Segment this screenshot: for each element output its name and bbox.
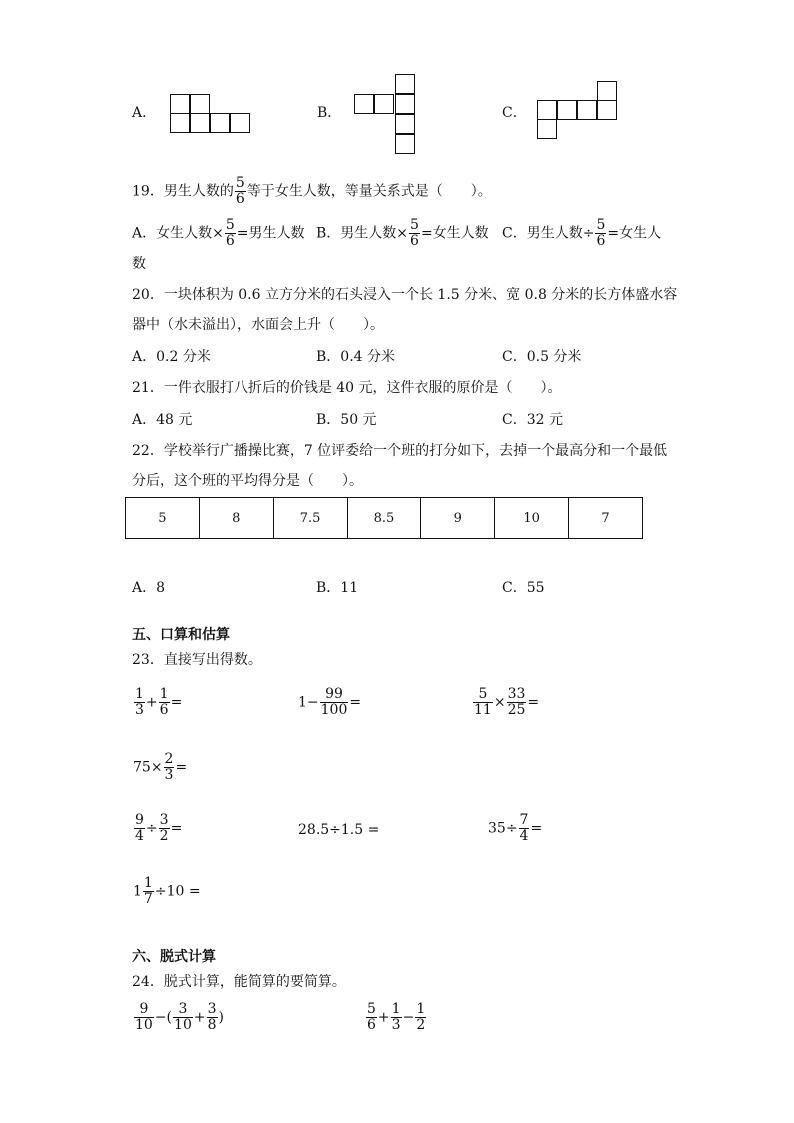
q21-option-c: C．32 元 <box>502 412 563 428</box>
step-calc-2: $\frac{5}{6}$ + $\frac{1}{3}$ − $\frac{1}{2}$ <box>367 1001 426 1033</box>
q22-option-c: C．55 <box>502 580 545 596</box>
mental-calc-7: 35÷ $\frac{7}{4}$ = <box>488 812 543 844</box>
score-cell: 7.5 <box>273 498 347 539</box>
section-5-heading: 五、口算和估算 <box>132 627 230 643</box>
mental-calc-3: $\frac{5}{11}$ × $\frac{33}{25}$ = <box>474 686 540 718</box>
q20-option-c: C．0.5 分米 <box>502 349 582 365</box>
table-row <box>126 498 643 539</box>
question-21: 21．一件衣服打八折后的价钱是 40 元，这件衣服的原价是（ ）。 <box>132 380 562 396</box>
question-20-line-1: 20．一块体积为 0.6 立方分米的石头浸入一个长 1.5 分米、宽 0.8 分米的长方体盛水容 <box>132 287 678 303</box>
q19-option-c-wrap: 数 <box>132 256 146 272</box>
q21-option-a: A．48 元 <box>132 412 193 428</box>
step-calc-1: $\frac{9}{10}$ −( $\frac{3}{10}$ + $\frac{3}{8}$ ) <box>135 1001 224 1033</box>
score-cell: 8.5 <box>347 498 421 539</box>
mental-calc-2: 1− $\frac{99}{100}$ = <box>298 686 362 718</box>
q20-option-a: A．0.2 分米 <box>132 349 211 365</box>
mental-calc-4: 75× $\frac{2}{3}$ = <box>133 751 188 783</box>
q19-option-c: C．男生人数÷ $\frac{5}{6}$ =女生人 <box>502 217 662 249</box>
question-22-line-1: 22．学校举行广播操比赛，7 位评委给一个班的打分如下，去掉一个最高分和一个最低 <box>132 443 668 459</box>
score-cell: 5 <box>126 498 200 539</box>
score-cell: 10 <box>495 498 569 539</box>
score-cell: 9 <box>421 498 495 539</box>
option-b-label: B． <box>317 105 342 121</box>
q19-option-a: A．女生人数× $\frac{5}{6}$ =男生人数 <box>132 217 305 249</box>
question-19: 19．男生人数的 $\frac{5}{6}$ 等于女生人数，等量关系式是（ ）。 <box>132 175 492 207</box>
q20-option-b: B．0.4 分米 <box>316 349 396 365</box>
mental-calc-6: 28.5÷1.5 = <box>298 822 380 838</box>
score-cell: 7 <box>569 498 643 539</box>
option-c-label: C． <box>502 105 527 121</box>
question-22-line-2: 分后，这个班的平均得分是（ ）。 <box>132 473 363 489</box>
question-20-line-2: 器中（水未溢出），水面会上升（ ）。 <box>132 317 384 333</box>
q21-option-b: B．50 元 <box>316 412 377 428</box>
mental-calc-8: 1 $\frac{1}{7}$ ÷10 = <box>133 875 201 907</box>
mental-calc-1: $\frac{1}{3}$ + $\frac{1}{6}$ = <box>135 686 183 718</box>
score-table <box>125 497 643 539</box>
fraction: $\frac{5}{6}$ <box>235 175 245 207</box>
score-cell: 8 <box>199 498 273 539</box>
mental-calc-5: $\frac{9}{4}$ ÷ $\frac{3}{2}$ = <box>135 812 183 844</box>
q22-option-b: B．11 <box>316 580 359 596</box>
section-6-heading: 六、脱式计算 <box>132 949 216 965</box>
question-24: 24．脱式计算，能简算的要简算。 <box>132 974 346 990</box>
q22-option-a: A．8 <box>132 580 166 596</box>
q19-option-b: B．男生人数× $\frac{5}{6}$ =女生人数 <box>316 217 489 249</box>
option-a-label: A． <box>132 105 157 121</box>
question-23: 23．直接写出得数。 <box>132 652 262 668</box>
